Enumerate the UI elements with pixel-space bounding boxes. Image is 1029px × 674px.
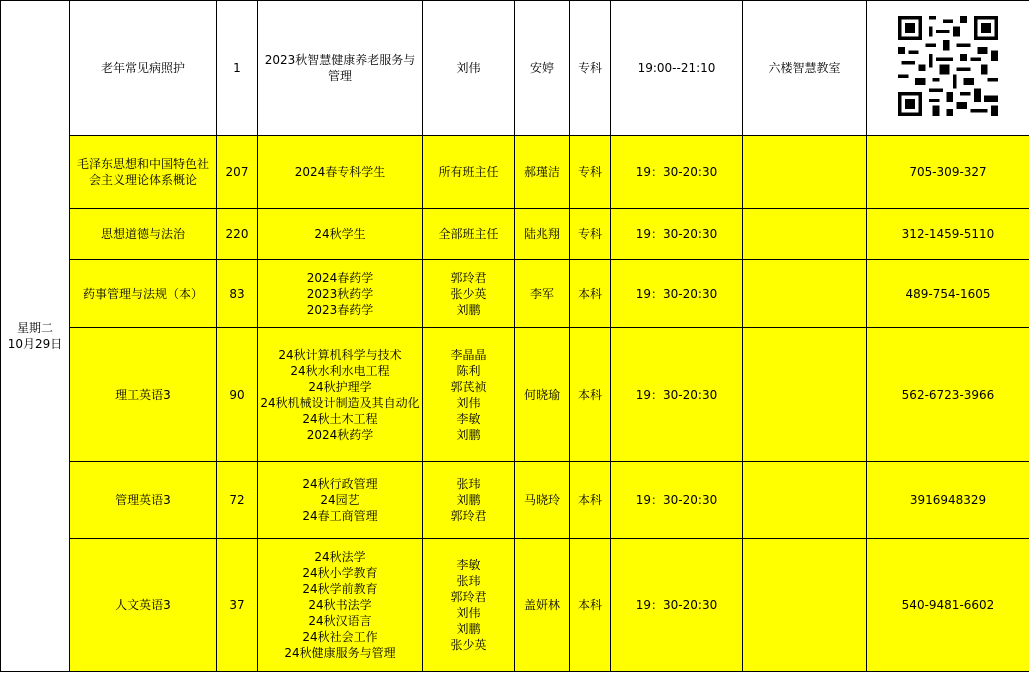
level: 专科: [570, 136, 611, 209]
class-item: 24秋机械设计制造及其自动化: [260, 395, 420, 410]
head-teacher-item: 刘伟: [456, 606, 481, 620]
head-teacher-item: 刘鹏: [456, 622, 481, 636]
location: [743, 539, 867, 672]
head-teacher-item: 陈利: [456, 363, 481, 378]
class-item: 24秋行政管理: [302, 477, 378, 491]
class-item: 24秋社会工作: [302, 630, 378, 644]
class-item: 24秋护理学: [308, 379, 372, 394]
instructor: 马晓玲: [515, 462, 570, 539]
head-teacher-list: [423, 136, 515, 209]
class-item: 24秋小学教育: [302, 566, 378, 580]
class-item: 24秋土木工程: [302, 411, 378, 426]
class-list: [258, 260, 423, 328]
student-count: 72: [217, 462, 258, 539]
class-item: 24秋计算机科学与技术: [278, 347, 402, 362]
level: 本科: [570, 539, 611, 672]
class-list: [258, 462, 423, 539]
table-row: [1, 1, 1029, 136]
class-list: [258, 136, 423, 209]
class-item: 24园艺: [320, 493, 360, 507]
level: 本科: [570, 328, 611, 462]
head-teacher-item: 张少英: [450, 638, 487, 652]
course-name: 理工英语3: [70, 328, 217, 462]
contact-number: 312-1459-5110: [867, 209, 1029, 260]
contact-number: 540-9481-6602: [867, 539, 1029, 672]
head-teacher-list: [423, 328, 515, 462]
location: 六楼智慧教室: [743, 1, 867, 136]
instructor: 何晓瑜: [515, 328, 570, 462]
course-name: 管理英语3: [70, 462, 217, 539]
contact-number: 562-6723-3966: [867, 328, 1029, 462]
student-count: 1: [217, 1, 258, 136]
instructor: 安婷: [515, 1, 570, 136]
head-teacher-item: 李晶晶: [450, 347, 487, 362]
date-label: 10月29日: [7, 337, 63, 351]
contact-number: 3916948329: [867, 462, 1029, 539]
head-teacher-list: [423, 209, 515, 260]
student-count: 207: [217, 136, 258, 209]
weekday-label: 星期二: [16, 321, 53, 335]
class-time: 19：30-20:30: [611, 462, 743, 539]
qr-cell: [867, 1, 1029, 136]
student-count: 83: [217, 260, 258, 328]
table-row: [1, 260, 1029, 328]
head-teacher-item: 张少英: [450, 286, 487, 301]
class-item: 24秋书法学: [308, 598, 372, 612]
head-teacher-item: 郭玲君: [450, 270, 487, 285]
table-row: [1, 462, 1029, 539]
qr-code-icon: [892, 16, 1004, 116]
head-teacher-item: 所有班主任: [438, 165, 499, 179]
table-row: [1, 539, 1029, 672]
class-time: 19：30-20:30: [611, 328, 743, 462]
head-teacher-list: [423, 260, 515, 328]
class-time: 19：30-20:30: [611, 539, 743, 672]
head-teacher-item: 全部班主任: [438, 227, 499, 241]
class-item: 24秋水利水电工程: [290, 363, 390, 378]
table-row: [1, 209, 1029, 260]
class-list: [258, 209, 423, 260]
instructor: 盖妍林: [515, 539, 570, 672]
class-item: 2024春专科学生: [294, 165, 386, 179]
head-teacher: 刘伟: [423, 1, 515, 136]
location: [743, 462, 867, 539]
student-count: 90: [217, 328, 258, 462]
head-teacher-list: [423, 462, 515, 539]
class-item: 24秋学生: [314, 227, 366, 241]
level: 专科: [570, 209, 611, 260]
class-item: 24秋汉语言: [308, 614, 372, 628]
table-row: [1, 136, 1029, 209]
class-list: [258, 539, 423, 672]
class-item: 2023春药学: [306, 302, 374, 317]
class-time: 19：30-20:30: [611, 136, 743, 209]
instructor: 陆兆翔: [515, 209, 570, 260]
head-teacher-item: 郭芪祯: [450, 379, 487, 394]
contact-number: 705-309-327: [867, 136, 1029, 209]
head-teacher-item: 李敏: [456, 411, 481, 426]
location: [743, 209, 867, 260]
class-item: 2024秋药学: [306, 427, 374, 442]
head-teacher-item: 张玮: [456, 574, 481, 588]
head-teacher-item: 刘鹏: [456, 493, 481, 507]
class-item: 24春工商管理: [302, 509, 378, 523]
class-item: 24秋学前教育: [302, 582, 378, 596]
student-count: 220: [217, 209, 258, 260]
instructor: 郝瑾洁: [515, 136, 570, 209]
class-item: 2024春药学: [306, 270, 374, 285]
instructor: 李军: [515, 260, 570, 328]
class-list: 2023秋智慧健康养老服务与管理: [258, 1, 423, 136]
class-list: [258, 328, 423, 462]
course-name: 思想道德与法治: [70, 209, 217, 260]
head-teacher-list: [423, 539, 515, 672]
class-item: 2023秋药学: [306, 286, 374, 301]
course-name: 药事管理与法规（本）: [70, 260, 217, 328]
class-time: 19：30-20:30: [611, 260, 743, 328]
class-item: 24秋法学: [314, 550, 366, 564]
contact-number: 489-754-1605: [867, 260, 1029, 328]
location: [743, 328, 867, 462]
head-teacher-item: 刘伟: [456, 395, 481, 410]
location: [743, 260, 867, 328]
head-teacher-item: 李敏: [456, 558, 481, 572]
student-count: 37: [217, 539, 258, 672]
course-name: 人文英语3: [70, 539, 217, 672]
level: 专科: [570, 1, 611, 136]
table-row: [1, 328, 1029, 462]
level: 本科: [570, 462, 611, 539]
level: 本科: [570, 260, 611, 328]
head-teacher-item: 刘鹏: [456, 427, 481, 442]
class-item: 24秋健康服务与管理: [284, 646, 396, 660]
course-name: 老年常见病照护: [70, 1, 217, 136]
head-teacher-item: 刘鹏: [456, 302, 481, 317]
head-teacher-item: 张玮: [456, 477, 481, 491]
day-cell: [1, 1, 70, 672]
course-name: 毛泽东思想和中国特色社会主义理论体系概论: [70, 136, 217, 209]
head-teacher-item: 郭玲君: [450, 509, 487, 523]
head-teacher-item: 郭玲君: [450, 590, 487, 604]
class-time: 19:00--21:10: [611, 1, 743, 136]
location: [743, 136, 867, 209]
class-time: 19：30-20:30: [611, 209, 743, 260]
